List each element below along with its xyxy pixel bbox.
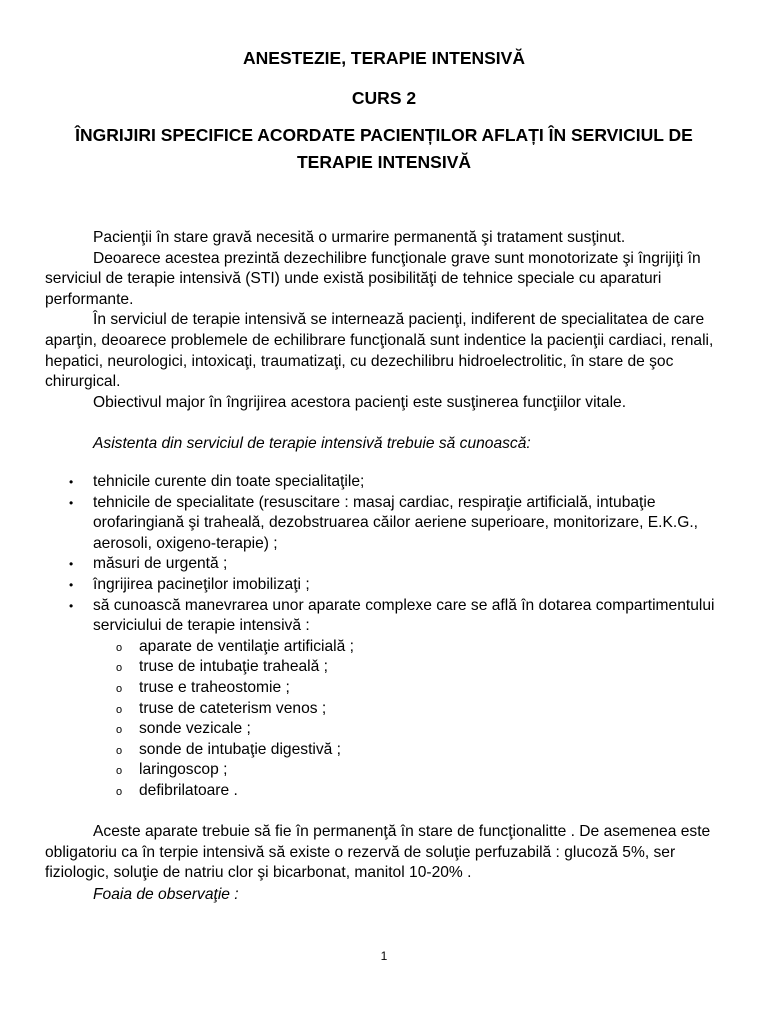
sub-list-item: [93, 719, 725, 740]
circle-bullet-icon: o: [116, 744, 123, 757]
chapter-title: ÎNGRIJIRI SPECIFICE ACORDATE PACIENȚILOR AFLAȚI ÎN SERVICIUL DE TERAPIE INTENSIVĂ: [75, 125, 693, 172]
sub-list-item: [93, 781, 725, 802]
paragraph: Deoarece acestea prezintă dezechilibre funcţionale grave sunt monotorizate şi îngrijiţi în serviciul de terapie intensivă (STI) unde există posibilităţi de tehnice speciale cu aparaturi performante.: [45, 249, 701, 308]
paragraph: Pacienţii în stare gravă necesită o urmarire permanentă şi tratament susţinut.: [93, 229, 626, 246]
sub-list-item-text: sonde vezicale ;: [139, 720, 251, 738]
sub-list-item: [93, 760, 725, 781]
bullet-icon: •: [69, 598, 74, 613]
sub-list-item: [93, 637, 725, 658]
list-item-text: măsuri de urgentă ;: [93, 555, 228, 573]
list-item-text: îngrijirea pacineţilor imobilizaţi ;: [93, 575, 310, 593]
list-item-text: tehnicile curente din toate specialitaţile;: [93, 473, 365, 490]
bullet-icon: •: [69, 495, 74, 510]
circle-bullet-icon: o: [116, 724, 123, 737]
bullet-icon: •: [69, 557, 74, 572]
course-number: CURS 2: [351, 88, 417, 108]
circle-bullet-icon: o: [116, 682, 123, 695]
circle-bullet-icon: o: [116, 785, 123, 798]
skills-list: [45, 472, 725, 802]
sub-list-item-text: truse de intubaţie trahealǎ ;: [139, 658, 328, 676]
sub-list-item: [93, 740, 725, 761]
circle-bullet-icon: o: [116, 641, 123, 654]
sub-list-item: [93, 657, 725, 678]
circle-bullet-icon: o: [116, 703, 123, 716]
equipment-list: [93, 637, 725, 802]
circle-bullet-icon: o: [116, 662, 123, 675]
sub-list-item: [93, 699, 725, 720]
section-subheading: Asistenta din serviciul de terapie intensivă trebuie să cunoască:: [93, 435, 531, 452]
sub-list-item: [93, 678, 725, 699]
list-item: [45, 493, 725, 555]
document-title: ANESTEZIE, TERAPIE INTENSIVĂ: [243, 48, 525, 68]
paragraph: Obiectivul major în îngrijirea acestora pacienţi este susţinerea funcţiilor vitale.: [93, 393, 627, 411]
sub-list-item-text: defibrilatoare .: [139, 781, 238, 799]
list-item-text: tehnicile de specialitate (resuscitare : masaj cardiac, respiraţie artificială, intubaţie orofaringiană şi trahealǎ, dezobstruarea căilor aeriene superioare, monitorizare, E.K.G., aerosoli, oxigeno-terapie) ;: [93, 493, 699, 552]
sub-list-item-text: truse e traheostomie ;: [139, 678, 290, 696]
sub-list-item-text: truse de cateterism venos ;: [139, 699, 327, 717]
bullet-icon: •: [69, 577, 74, 592]
list-item: [45, 575, 725, 596]
list-item: [45, 596, 725, 802]
sub-list-item-text: laringoscop ;: [139, 761, 228, 779]
paragraph: Aceste aparate trebuie să fie în permanenţă în stare de funcţionalitte . De asemenea este obligatoriu ca în terpie intensivă să existe o rezervă de soluţie perfuzabilă : glucoză 5%, ser fiziologic, soluţie de natriu clor şi bicarbonat, manitol 10-20% .: [45, 823, 711, 882]
intro-section: [45, 228, 725, 413]
observation-sheet-label: Foaia de observaţie :: [93, 886, 239, 903]
list-item: [45, 554, 725, 575]
list-item-text: să cunoască manevrarea unor aparate complexe care se află în dotarea compartimentului serviciului de terapie intensivă :: [93, 596, 715, 635]
sub-list-item-text: aparate de ventilaţie artificială ;: [139, 637, 354, 655]
page-number: 1: [380, 949, 388, 963]
list-item: [45, 472, 725, 493]
circle-bullet-icon: o: [116, 765, 123, 778]
bullet-icon: •: [69, 475, 74, 489]
sub-list-item-text: sonde de intubaţie digestivă ;: [139, 740, 341, 758]
paragraph: În serviciul de terapie intensivă se internează pacienţi, indiferent de specialitatea de care aparţin, deoarece problemele de echilibrare funcţională sunt indentice la pacienţii cardiaci, renali, hepatici, neurologici, intoxicaţi, traumatizaţi, cu dezechilibru hidroelectrolitic, în stare de şoc chirurgical.: [45, 311, 714, 391]
closing-section: [45, 822, 725, 884]
